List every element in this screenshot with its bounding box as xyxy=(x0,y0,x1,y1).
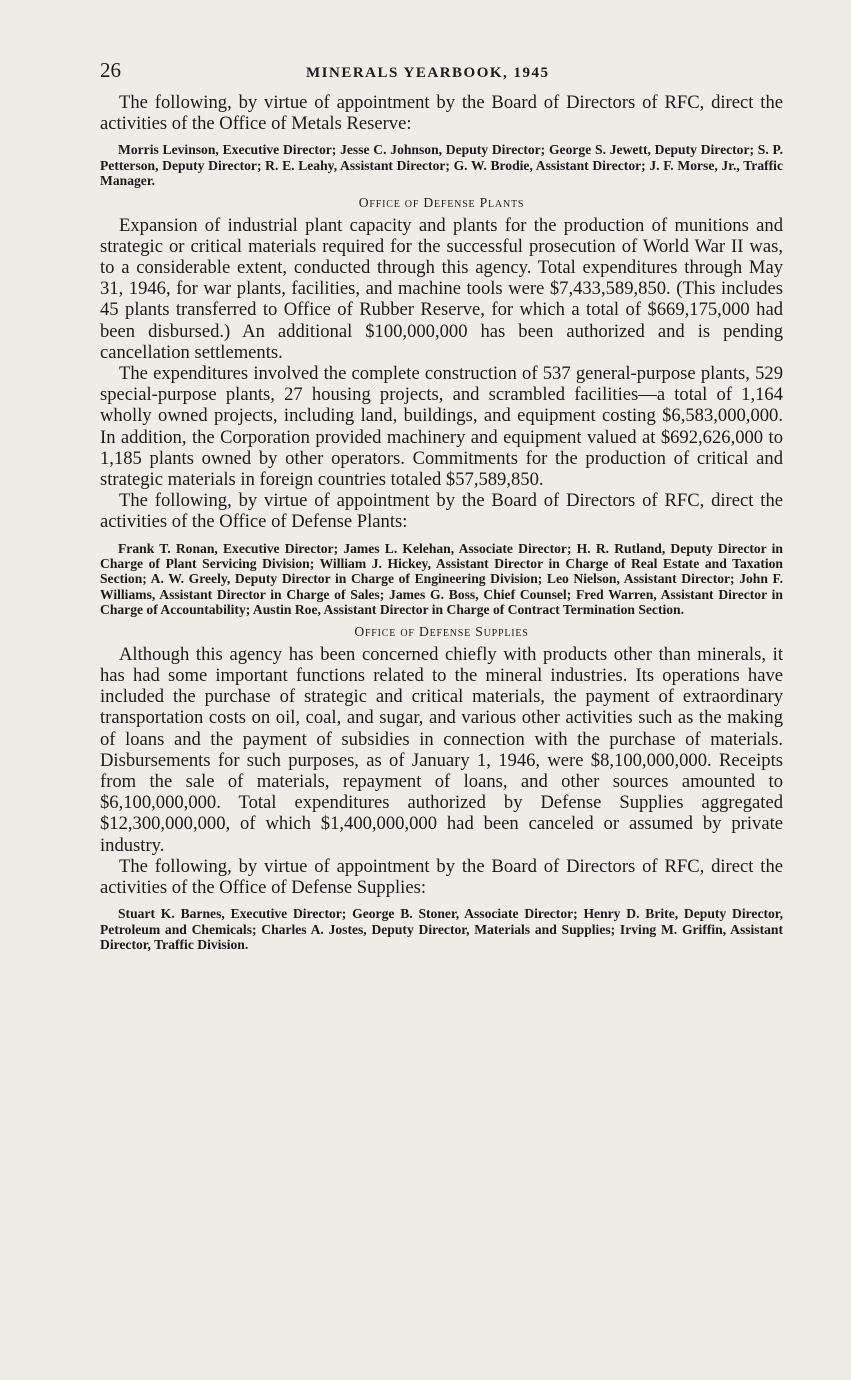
metals-reserve-intro: The following, by virtue of appointment by the Board of Directors of RFC, direct the activities of the Office of Metals Reserve: xyxy=(100,92,783,135)
defense-supplies-heading: Office of Defense Supplies xyxy=(354,623,529,639)
defense-supplies-staff: Stuart K. Barnes, Executive Director; George B. Stoner, Associate Director; Henry D. Brite, Deputy Director, Petroleum and Chemicals; Charles A. Jostes, Deputy Director, Materials and Supplies; Irving M. Griffin, Assistant Director, Traffic Division. xyxy=(100,906,783,952)
defense-supplies-paragraph-1: Although this agency has been concerned chiefly with products other than minerals, it has had some important functions related to the mineral industries. Its operations have included the purchase of strategic and critical materials, the payment of extraordinary transportation costs on oil, coal, and sugar, and various other activities such as the making of loans and the payment of subsidies in connection with the purchase of materials. Disbursements for such purposes, as of January 1, 1946, were $8,100,000,000. Receipts from the sale of materials, repayment of loans, and other sources amounted to $6,100,000,000. Total expenditures authorized by Defense Supplies aggregated $12,300,000,000, of which $1,400,000,000 had been canceled or assumed by private industry. xyxy=(100,643,783,856)
defense-plants-intro: The following, by virtue of appointment by the Board of Directors of RFC, direct the activities of the Office of Defense Plants: xyxy=(100,490,783,533)
text-column xyxy=(100,58,783,958)
running-title: MINERALS YEARBOOK, 1945 xyxy=(306,65,550,81)
page-header xyxy=(100,58,783,92)
defense-supplies-intro: The following, by virtue of appointment by the Board of Directors of RFC, direct the activities of the Office of Defense Supplies: xyxy=(100,855,783,898)
page-number: 26 xyxy=(100,58,121,82)
defense-plants-staff: Frank T. Ronan, Executive Director; James L. Kelehan, Associate Director; H. R. Rutland, Deputy Director in Charge of Plant Servicing Division; William J. Hickey, Assistant Director in Charge of Real Estate and Taxation Section; A. W. Greely, Deputy Director in Charge of Engineering Division; Leo Nielson, Assistant Director; John F. Williams, Assistant Director in Charge of Sales; James G. Boss, Chief Counsel; Fred Warren, Assistant Director in Charge of Accountability; Austin Roe, Assistant Director in Charge of Contract Termination Section. xyxy=(100,540,783,618)
defense-plants-paragraph-2: The expenditures involved the complete construction of 537 general-purpose plants, 529 special-purpose plants, 27 housing projects, and scrambled facilities—a total of 1,164 wholly owned projects, including land, buildings, and equipment costing $6,583,000,000. In addition, the Corporation provided machinery and equipment valued at $692,626,000 to 1,185 plants owned by other operators. Commitments for the production of critical and strategic materials in foreign countries totaled $57,589,850. xyxy=(100,363,783,491)
defense-plants-heading: Office of Defense Plants xyxy=(358,194,525,210)
metals-reserve-staff: Morris Levinson, Executive Director; Jesse C. Johnson, Deputy Director; George S. Jewett, Deputy Director; S. P. Petterson, Deputy Director; R. E. Leahy, Assistant Director; G. W. Brodie, Assistant Director; J. F. Morse, Jr., Traffic Manager. xyxy=(100,142,783,189)
defense-plants-paragraph-1: Expansion of industrial plant capacity and plants for the production of munitions and strategic or critical materials required for the successful prosecution of World War II was, to a considerable extent, conducted through this agency. Total expenditures through May 31, 1946, for war plants, facilities, and machine tools were $7,433,589,850. (This includes 45 plants transferred to Office of Rubber Reserve, for which a total of $669,175,000 had been disbursed.) An additional $100,000,000 has been authorized and is pending cancellation settlements. xyxy=(100,214,783,363)
